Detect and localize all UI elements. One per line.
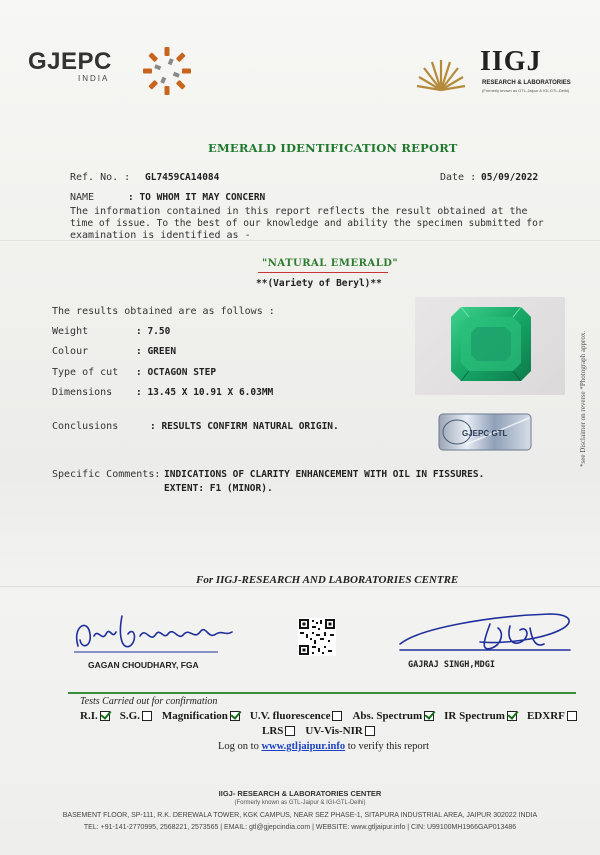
result-value-cut: : OCTAGON STEP xyxy=(136,367,217,378)
iigj-formerly-note: (Formerly known as GTL-Jaipur & IGI-GTL-Delhi) xyxy=(482,88,570,93)
footer-address: BASEMENT FLOOR, SP-111, R.K. DEREWALA TOWER, KGK CAMPUS, NEAR SEZ PHASE-1, SITAPURA INDUSTRIAL AREA, JAIPUR 302022 INDIA xyxy=(62,812,538,819)
hologram-text: GJEPC GTL xyxy=(462,429,508,438)
comments-line: INDICATIONS OF CLARITY ENHANCEMENT WITH OIL IN FISSURES. xyxy=(164,469,485,480)
signature-right xyxy=(380,604,580,664)
test-label: Magnification xyxy=(161,710,228,722)
disclaimer-text: *see Disclaimer on reverse *Photograph approx. xyxy=(579,330,587,467)
verify-link[interactable]: www.gtljaipur.info xyxy=(261,741,346,752)
tests-row-2 xyxy=(262,725,385,737)
results-intro: The results obtained are as follows : xyxy=(52,306,275,317)
signature-left xyxy=(68,606,238,662)
verify-suffix: to verify this report xyxy=(347,741,430,752)
iigj-sunburst-icon xyxy=(415,44,467,96)
identification-underline xyxy=(258,272,388,273)
result-label-weight: Weight xyxy=(52,326,89,337)
report-title: EMERALD IDENTIFICATION REPORT xyxy=(208,141,458,155)
intro-line: time of issue. To the best of our knowledge and ability the specimen submitted for xyxy=(70,218,544,229)
test-label: R.I. xyxy=(80,710,98,722)
test-item-ir xyxy=(444,710,521,722)
result-label-colour: Colour xyxy=(52,346,89,357)
test-checkbox-edxrf[interactable] xyxy=(567,711,577,721)
tests-row-1 xyxy=(80,710,587,722)
name-value: : TO WHOM IT MAY CONCERN xyxy=(128,192,266,203)
iigj-wordmark: IIGJ xyxy=(480,46,542,77)
gjepc-india-label: INDIA xyxy=(78,74,110,83)
test-checkbox-magnification[interactable] xyxy=(230,711,240,721)
result-label-cut: Type of cut xyxy=(52,367,119,378)
tests-heading: Tests Carried out for confirmation xyxy=(80,696,218,707)
test-item-uv xyxy=(250,710,347,722)
fold-crease xyxy=(0,586,600,587)
footer-contact: TEL: +91-141-2770995, 2568221, 2573565 | EMAIL: gtl@gjepcindia.com | WEBSITE: www.gtljaipur.info | CIN: U99100MH1966GAP013486 xyxy=(83,824,517,831)
name-label: NAME xyxy=(70,192,95,203)
test-item-ri xyxy=(80,710,114,722)
test-item-magnification xyxy=(162,710,244,722)
footer-center-name: IIGJ- RESEARCH & LABORATORIES CENTER xyxy=(218,789,382,798)
gjepc-logo-icon xyxy=(140,44,194,98)
disclaimer-side-note xyxy=(576,300,588,470)
test-checkbox-uv[interactable] xyxy=(332,711,342,721)
comments-line: EXTENT: F1 (MINOR). xyxy=(164,483,273,494)
test-checkbox-ri[interactable] xyxy=(100,711,110,721)
result-value-dimensions: : 13.45 X 10.91 X 6.03MM xyxy=(136,387,274,398)
test-label: Abs. Spectrum xyxy=(352,710,423,722)
test-checkbox-uvvisnir[interactable] xyxy=(365,726,375,736)
test-label: UV-Vis-NIR xyxy=(305,725,363,737)
result-label-dimensions: Dimensions xyxy=(52,387,113,398)
test-label: LRS xyxy=(262,725,284,737)
test-checkbox-ir[interactable] xyxy=(507,711,517,721)
date-label: Date : xyxy=(440,172,477,183)
result-value-weight: : 7.50 xyxy=(136,326,171,337)
test-label: EDXRF xyxy=(526,710,565,722)
test-item-sg xyxy=(120,710,156,722)
qr-code[interactable] xyxy=(298,618,336,656)
test-item-lrs xyxy=(262,725,299,737)
test-item-abs xyxy=(352,710,438,722)
tests-divider xyxy=(68,692,576,694)
identification-result: "NATURAL EMERALD" xyxy=(262,258,399,269)
signatory-heading: For IIGJ-RESEARCH AND LABORATORIES CENTRE xyxy=(196,574,459,586)
date-value: 05/09/2022 xyxy=(481,172,539,183)
conclusions-label: Conclusions xyxy=(52,421,119,432)
test-label: S.G. xyxy=(119,710,140,722)
iigj-subtitle: RESEARCH & LABORATORIES xyxy=(482,80,571,86)
test-checkbox-abs[interactable] xyxy=(424,711,434,721)
intro-line: The information contained in this report reflects the result obtained at the xyxy=(70,206,528,217)
test-label: U.V. fluorescence xyxy=(249,710,331,722)
test-checkbox-lrs[interactable] xyxy=(285,726,295,736)
result-value-colour: : GREEN xyxy=(136,346,177,357)
ref-number: GL7459CA14084 xyxy=(145,172,220,183)
signatory-right-name: GAJRAJ SINGH,MDGI xyxy=(408,660,495,670)
ref-label: Ref. No. : xyxy=(70,172,131,183)
test-label: IR Spectrum xyxy=(444,710,505,722)
test-item-edxrf xyxy=(527,710,581,722)
footer-formerly: (Formerly known as GTL-Jaipur & IGI-GTL-Delhi) xyxy=(234,800,366,806)
test-checkbox-sg[interactable] xyxy=(142,711,152,721)
verify-prefix: Log on to xyxy=(218,741,259,752)
test-item-uvvisnir xyxy=(305,725,378,737)
gjepc-wordmark: GJEPC xyxy=(28,48,112,75)
signatory-left-name: GAGAN CHOUDHARY, FGA xyxy=(88,660,199,670)
emerald-photo xyxy=(451,307,531,381)
variety-note: **(Variety of Beryl)** xyxy=(256,278,382,289)
conclusions-value: : RESULTS CONFIRM NATURAL ORIGIN. xyxy=(150,421,339,432)
verify-line xyxy=(218,741,429,752)
intro-line: examination is identified as - xyxy=(70,230,251,241)
comments-label: Specific Comments: xyxy=(52,469,161,480)
